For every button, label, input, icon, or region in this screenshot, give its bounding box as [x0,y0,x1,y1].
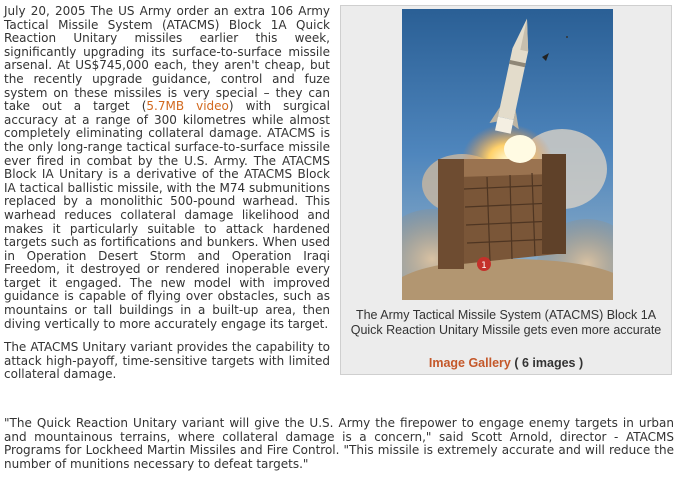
article-paragraph-2: The ATACMS Unitary variant provides the capability to attack high-payoff, time-sensitive targets with limited collateral damage. [4,340,330,382]
figure-box [340,5,672,375]
figure-caption: The Army Tactical Missile System (ATACMS) Block 1A Quick Reaction Unitary Missile gets even more accurate [350,308,662,337]
article-body [4,5,330,382]
gallery-count: ( 6 images ) [514,356,584,370]
video-link[interactable]: 5.7MB video [146,99,229,114]
article-paragraph-1 [4,5,330,331]
paragraph-1-text-start: July 20, 2005 The US Army order an extra 106 Army Tactical Missile System (ATACMS) Block 1A Quick Reaction Unitary missiles earlier this week, significantly upgrading its surface-to-surface missile arsenal. At US$745,000 each, they aren't cheap, but the recently upgrade guidance, control and fuze system on these missiles is very special – they can take out a target ( [4,4,330,114]
article-quote: "The Quick Reaction Unitary variant will give the U.S. Army the firepower to engage enemy targets in urban and mountainous terrains, where collateral damage is a concern," said Scott Arnold, director - ATACMS Programs for Lockheed Martin Missiles and Fire Control. "This missile is extremely accurate and will reduce the number of munitions necessary to defeat targets." [4,416,674,471]
paragraph-1-text-end: ) with surgical accuracy at a range of 300 kilometres while almost completely eliminating collateral damage. ATACMS is the only long-range tactical surface-to-surface missile ever fired in combat by the U.S. Army. The ATACMS Block IA Unitary is a derivative of the ATACMS Block IA tactical ballistic missile, with the M74 submunitions replaced by a monolithic 500-pound warhead. This warhead reduces collateral damage likelihood and makes it particularly suitable to attack hardened targets such as fortifications and bunkers. When used in Operation Desert Storm and Operation Iraqi Freedom, it destroyed or rendered inoperable every target it engaged. The new model with improved guidance is capable of flying over obstacles, such as mountains or tall buildings in a built-up area, then diving vertically to more accurately engage its target. [4,99,330,331]
launcher-pod [438,154,566,269]
launcher-marking-number: 1 [481,261,487,271]
gallery-line [341,356,671,370]
image-gallery-link[interactable]: Image Gallery [428,356,511,370]
missile-launch-photo[interactable] [402,9,613,300]
